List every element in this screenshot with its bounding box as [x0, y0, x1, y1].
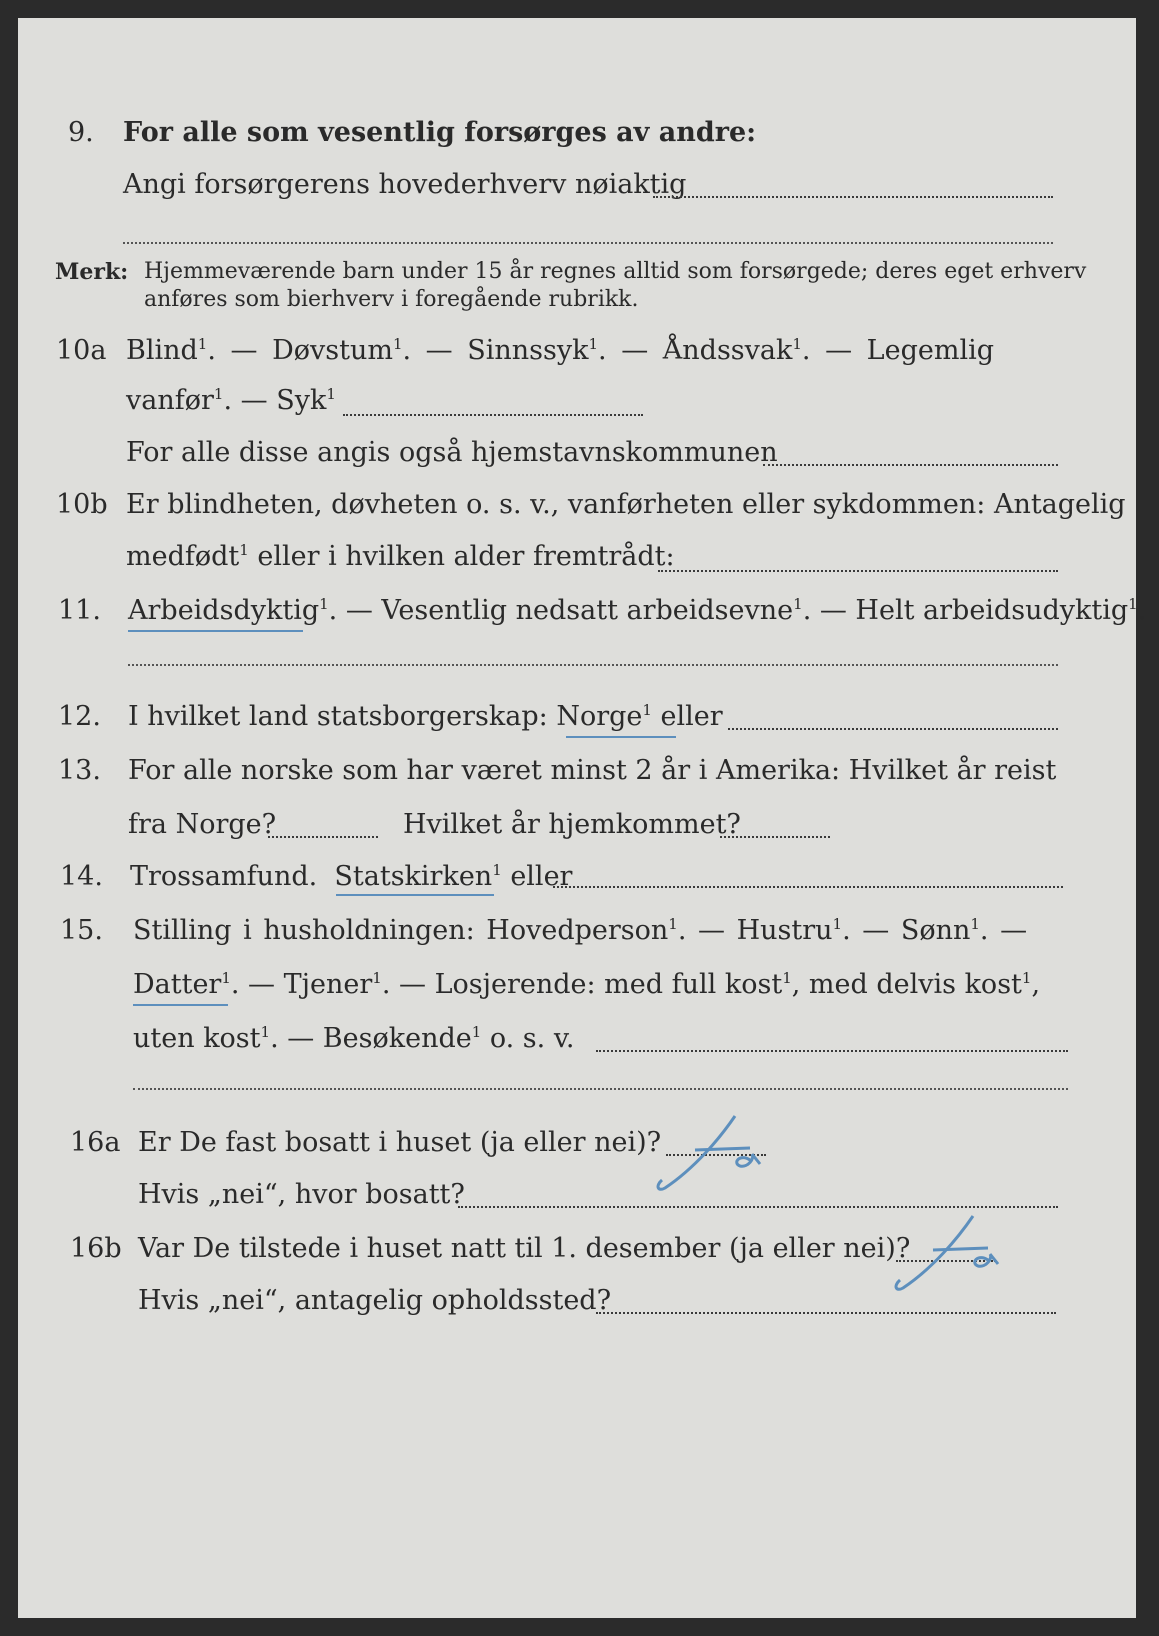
q15-line1: Stilling i husholdningen: Hovedperson$^1$. — Hustru$^1$. — Sønn$^1$. —: [133, 915, 1028, 946]
q15-answer-field[interactable]: [596, 1050, 1068, 1052]
merk-line1: Hjemmeværende barn under 15 år regnes alltid som forsørgede; deres eget erhverv: [144, 259, 1087, 284]
q16b-handwritten-answer: [878, 1208, 1008, 1298]
q12-number: 12.: [58, 701, 101, 732]
q16a-line2: Hvis „nei“, hvor bosatt?: [138, 1179, 465, 1210]
q10a-answer-field[interactable]: [343, 414, 643, 416]
q9-answer-field-2[interactable]: [123, 242, 1053, 244]
q15-answer-field-2[interactable]: [133, 1088, 1068, 1090]
q10a-line3: For alle disse angis også hjemstavnskommunen: [126, 437, 778, 468]
q10b-number: 10b: [56, 489, 108, 520]
q14-number: 14.: [60, 861, 103, 892]
q13-line2a: fra Norge?: [128, 809, 277, 840]
q11-answer-field[interactable]: [128, 664, 1058, 666]
q13-number: 13.: [58, 755, 101, 786]
census-form-page: [18, 18, 1147, 1618]
q10b-line2: medfødt$^1$ eller i hvilken alder fremtrådt:: [126, 541, 675, 572]
q13-line1: For alle norske som har været minst 2 år i Amerika: Hvilket år reist: [128, 755, 1057, 786]
q12-line: I hvilket land statsborgerskap: Norge$^1$ eller: [128, 701, 723, 732]
q10a-number: 10a: [56, 335, 107, 366]
q15-number: 15.: [60, 915, 103, 946]
q13-departure-year-field[interactable]: [268, 836, 378, 838]
q10b-answer-field[interactable]: [658, 570, 1058, 572]
q14-line: Trossamfund. Statskirken$^1$ eller: [130, 861, 573, 892]
q9-number: 9.: [68, 117, 94, 148]
q16a-number: 16a: [70, 1127, 121, 1158]
q9-answer-field[interactable]: [653, 196, 1053, 198]
q11-ink-underline: [128, 630, 303, 632]
q16a-handwritten-answer: [640, 1108, 770, 1198]
q10b-line1: Er blindheten, døvheten o. s. v., vanførheten eller sykdommen: Antagelig: [126, 489, 1126, 520]
q10a-line1: Blind$^1$. — Døvstum$^1$. — Sinnssyk$^1$. — Åndssvak$^1$. — Legemlig: [126, 335, 994, 366]
q15-line3: uten kost$^1$. — Besøkende$^1$ o. s. v.: [133, 1023, 575, 1054]
q16a-line1: Er De fast bosatt i huset (ja eller nei)?: [138, 1127, 662, 1158]
merk-line2: anføres som bierhverv i foregående rubrikk.: [144, 287, 639, 312]
q16b-line2: Hvis „nei“, antagelig opholdssted?: [138, 1285, 612, 1316]
q16b-location-field[interactable]: [596, 1312, 1056, 1314]
q16b-line1: Var De tilstede i huset natt til 1. desember (ja eller nei)?: [138, 1233, 911, 1264]
q13-line2b: Hvilket år hjemkommet?: [403, 809, 741, 840]
q11-number: 11.: [58, 595, 101, 626]
merk-label: Merk:: [55, 259, 129, 285]
q9-line2: Angi forsørgerens hovederhverv nøiaktig: [123, 169, 687, 200]
q15-line2: Datter$^1$. — Tjener$^1$. — Losjerende: med full kost$^1$, med delvis kost$^1$,: [133, 969, 1041, 1000]
q15-ink-underline: [133, 1004, 228, 1006]
q9-title: For alle som vesentlig forsørges av andre:: [123, 117, 757, 148]
q10a-home-municipality-field[interactable]: [763, 464, 1058, 466]
q14-ink-underline: [336, 894, 494, 896]
q16b-number: 16b: [70, 1233, 122, 1264]
q12-answer-field[interactable]: [728, 728, 1058, 730]
q12-ink-underline: [566, 736, 676, 738]
q10a-line2: vanfør$^1$. — Syk$^1$: [126, 385, 336, 416]
q13-return-year-field[interactable]: [720, 836, 830, 838]
q11-line: Arbeidsdyktig$^1$. — Vesentlig nedsatt arbeidsevne$^1$. — Helt arbeidsudyktig$^1$.: [128, 595, 1147, 626]
q14-answer-field[interactable]: [553, 886, 1063, 888]
